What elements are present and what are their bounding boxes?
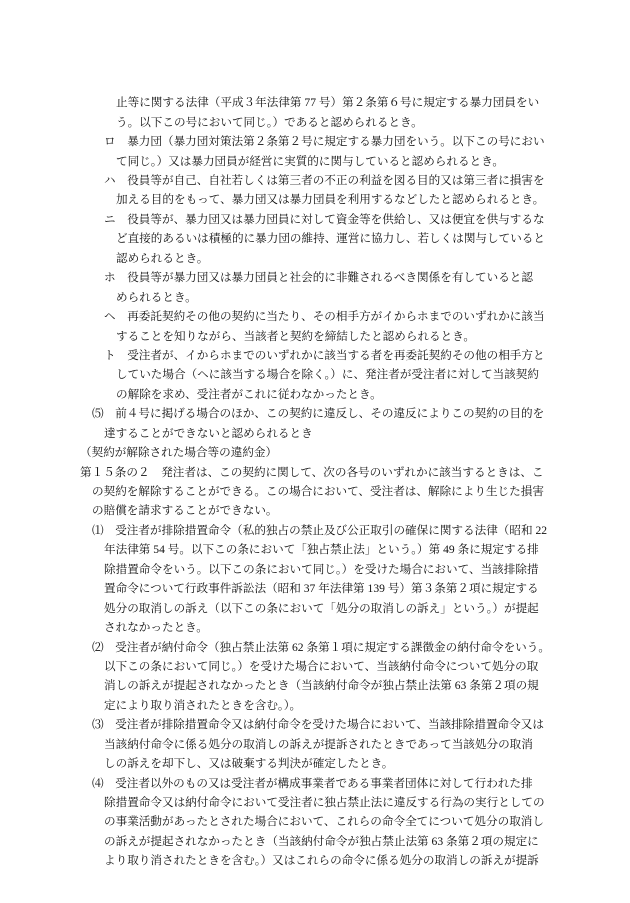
sub-item-label: ロ <box>104 135 116 149</box>
text-line: 受注者以外のもの又は受注者が構成事業者である事業者団体に対して行われた排 <box>115 776 533 790</box>
sub-item-ho <box>0 268 630 287</box>
text-line: 受注者が排除措置命令（私的独占の禁止及び公正取引の確保に関する法律（昭和 22 <box>115 523 548 537</box>
article-item-2 <box>0 638 630 657</box>
text-line: 再委託契約その他の契約に当たり、その相手方がイからホまでのいずれかに該当 <box>127 310 545 324</box>
text-line: していた場合（ヘに該当する場合を除く。）に、発注者が受注者に対して当該契約 <box>116 368 539 382</box>
text-line: 役員等が、暴力団又は暴力団員に対して資金等を供給し、又は便宜を供与するな <box>127 212 545 226</box>
text-line: 受注者が排除措置命令又は納付命令を受けた場合において、当該排除措置命令又は <box>115 718 544 732</box>
item-number: ⑶ <box>92 718 104 732</box>
text-line: 受注者が納付命令（独占禁止法第 62 条第１項に規定する課徴金の納付命令をいう。 <box>115 640 550 654</box>
text-line: しの訴えを却下し、又は破棄する判決が確定したとき。 <box>104 757 394 771</box>
text-line: されなかったとき。 <box>104 621 208 635</box>
text-line: 止等に関する法律（平成３年法律第 77 号）第２条第６号に規定する暴力団員をい <box>116 96 540 110</box>
text-line: の賠償を請求することができない。 <box>92 504 278 518</box>
sub-item-label: ハ <box>104 174 116 188</box>
text-line: 消しの訴えが提起されなかったとき（当該納付命令が独占禁止法第 63 条第２項の規 <box>104 679 539 693</box>
text-line: 除措置命令をいう。以下この条において同じ。）を受けた場合において、当該排除措 <box>104 562 539 576</box>
text-line: 役員等が自己、自社若しくは第三者の不正の利益を図る目的又は第三者に損害を <box>127 174 545 188</box>
item-number: ⑷ <box>92 776 104 790</box>
text-line: 達することができないと認められるとき <box>104 426 313 440</box>
sub-item-label: ホ <box>104 271 116 285</box>
article-heading <box>0 463 630 482</box>
article-item-4 <box>0 774 630 793</box>
item-number: ⑴ <box>92 523 104 537</box>
text-line: ど直接的あるいは積極的に暴力団の維持、運営に協力し、若しくは関与していると <box>116 232 545 246</box>
text-line: う。以下この号において同じ。）であると認められるとき。 <box>116 115 423 129</box>
text-line: 加える目的をもって、暴力団又は暴力団員を利用するなどしたと認められるとき。 <box>116 193 545 207</box>
text-line: 受注者が、イからホまでのいずれかに該当する者を再委託契約その他の相手方と <box>127 348 545 362</box>
text-line: 置命令について行政事件訴訟法（昭和 37 年法律第 139 号）第３条第２項に規定する <box>104 582 539 596</box>
text-line: められるとき。 <box>116 290 197 304</box>
item-number: ⑵ <box>92 640 104 654</box>
sub-item-label: ヘ <box>104 310 116 324</box>
text-line: より取り消されたときを含む。）又はこれらの命令に係る処分の取消しの訴えが提訴 <box>104 854 539 868</box>
text-line: 定により取り消されたときを含む。）。 <box>104 698 302 712</box>
sub-item-label: ト <box>104 348 116 362</box>
text-line: 前４号に掲げる場合のほか、この契約に違反し、その違反によりこの契約の目的を <box>115 407 545 421</box>
text-line: の事業活動があったとされた場合において、これらの命令全てについて処分の取消し <box>104 815 544 829</box>
article-item-1 <box>0 521 630 540</box>
text-line: 年法律第 54 号。以下この条において「独占禁止法」という。）第 49 条に規定する排 <box>104 543 539 557</box>
text-line: することを知りながら、当該者と契約を締結したと認められるとき。 <box>116 329 475 343</box>
text-line: て同じ。）又は暴力団員が経営に実質的に関与していると認められるとき。 <box>116 154 504 168</box>
sub-item-label: ニ <box>104 212 116 226</box>
sub-item-ro <box>0 132 630 151</box>
text-line: 認められるとき。 <box>116 251 209 265</box>
item-number: ⑸ <box>92 407 104 421</box>
article-caption: （契約が解除された場合等の違約金） <box>80 446 278 460</box>
text-line: の訴えが提起されなかったとき（当該納付命令が独占禁止法第 63 条第２項の規定に <box>104 834 539 848</box>
text-line: 暴力団（暴力団対策法第２条第２号に規定する暴力団をいう。以下この号におい <box>127 135 545 149</box>
text-line: の契約を解除することができる。この場合において、受注者は、解除により生じた損害 <box>92 485 544 499</box>
sub-item-ni <box>0 210 630 229</box>
document-body <box>0 93 630 871</box>
article-item-3 <box>0 715 630 734</box>
text-line: 当該納付命令に係る処分の取消しの訴えが提訴されたときであって当該処分の取消 <box>104 737 533 751</box>
text-line: 除措置命令又は納付命令において受注者に独占禁止法に違反する行為の実行としての <box>104 796 545 810</box>
item-5 <box>0 404 630 423</box>
text-line: 発注者は、この契約に関して、次の各号のいずれかに該当するときは、こ <box>161 465 544 479</box>
sub-item-he <box>0 307 630 326</box>
text-line: 処分の取消しの訴え（以下この条において「処分の取消しの訴え」という。）が提起 <box>104 601 539 615</box>
sub-item-ha <box>0 171 630 190</box>
text-line: 以下この条において同じ。）を受けた場合において、当該納付命令について処分の取 <box>104 659 539 673</box>
sub-item-to <box>0 346 630 365</box>
article-number: 第１５条の２ <box>80 465 150 479</box>
text-line: 役員等が暴力団又は暴力団員と社会的に非難されるべき関係を有していると認 <box>127 271 533 285</box>
text-line: の解除を求め、受注者がこれに従わなかったとき。 <box>116 387 382 401</box>
